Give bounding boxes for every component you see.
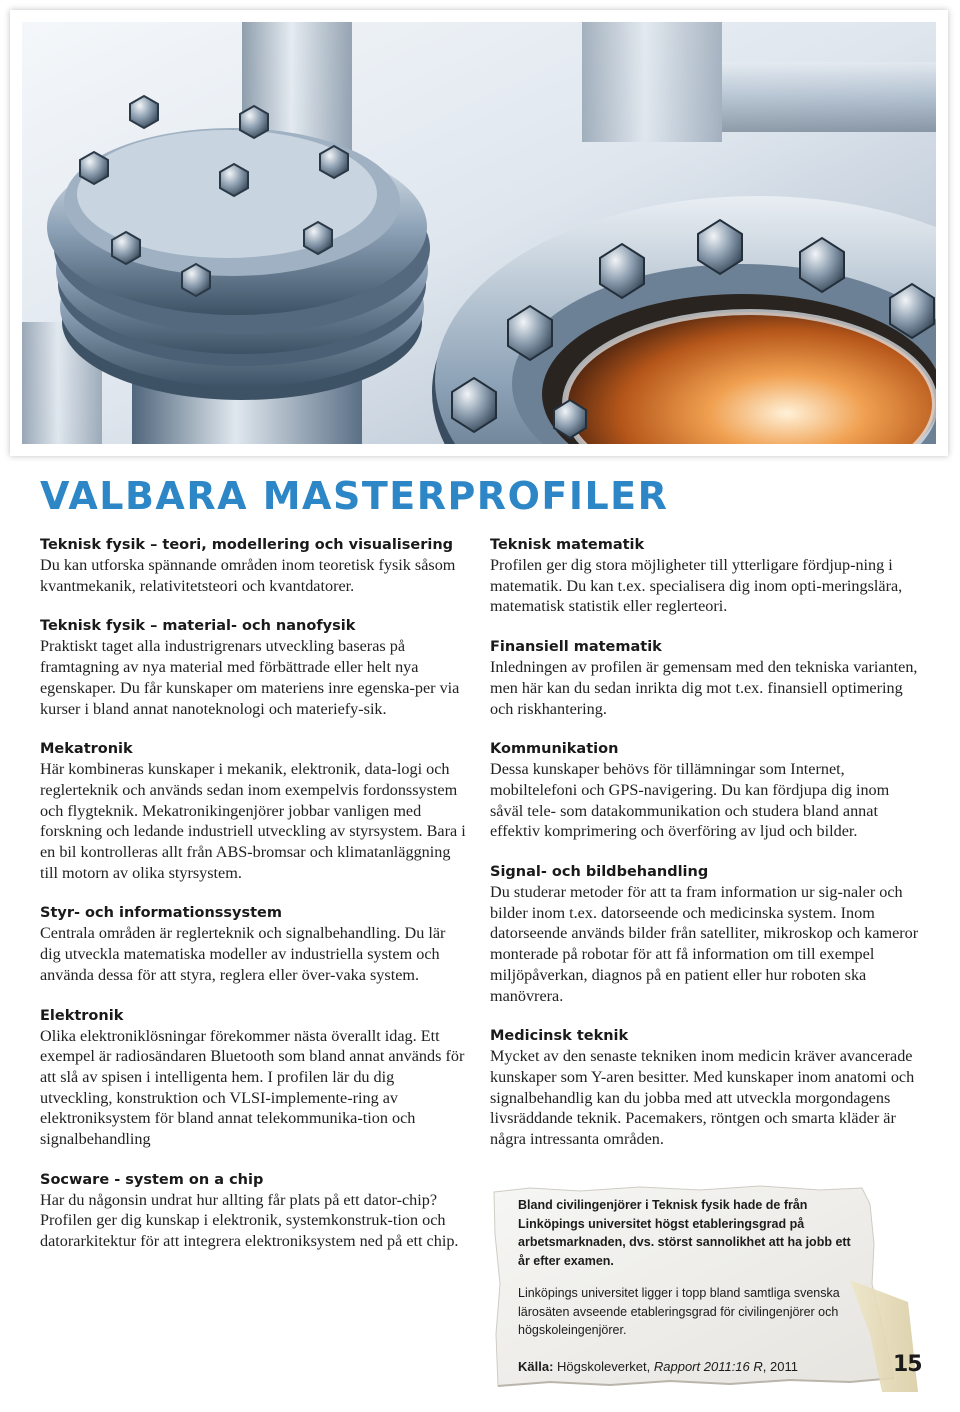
section-body: Har du någonsin undrat hur allting får plats på ett dator-chip? Profilen ger dig kunskap i elektronik, systemkonstruk-tion och datorarkitektur för att integrera elektroniksystem ned på ett chip. — [40, 1190, 459, 1251]
section-body: Dessa kunskaper behövs för tillämningar som Internet, mobiltelefoni och GPS-navigering. Du kan fördjupa dig inom såväl tele- som datakommunikation och studera bland annat effektiv komprimering och överföring av ljud och bilder. — [490, 760, 890, 841]
section-body: Praktiskt taget alla industrigrenars utveckling baseras på framtagning av nya material med förbättrade eller helt nya egenskaper. Du får kunskaper om materiens inre egenska-per via kurser i bland annat nanoteknologi och materiefy-sik. — [40, 637, 460, 718]
section-heading: Mekatronik — [40, 741, 133, 758]
section-body: Mycket av den senaste tekniken inom medicin kräver avancerade kunskaper som Y-aren besitter. Med kunskaper inom anatomi och signalbehandlig kan du jobba med att utveckla morgondagens livsräddande teknik. Pacemakers, röntgen och smarta kläder är några intressanta områden. — [490, 1047, 915, 1149]
note-content — [518, 1196, 858, 1376]
section-heading: Finansiell matematik — [490, 639, 662, 656]
section-heading: Socware - system on a chip — [40, 1171, 264, 1188]
profile-section — [40, 739, 466, 883]
profile-section — [490, 739, 920, 842]
profile-section — [490, 637, 920, 719]
profile-section — [490, 1026, 920, 1150]
section-body: Här kombineras kunskaper i mekanik, elektronik, data-logi och reglerteknik och används sedan inom exempelvis fordonssystem och flygteknik. Mekatronikingenjörer jobbar vanligen med forskning och ledande industriell utveckling av styrsystem. Bara i en bil kontrolleras allt från ABS-bromsar och klimatanläggning till motorn av olika styrsystem. — [40, 760, 466, 882]
note-text: Linköpings universitet ligger i topp bland samtliga svenska lärosäten avseende etableringsgrad för civilingenjörer och högskoleingenjörer. — [518, 1286, 840, 1337]
page-number: 15 — [893, 1352, 922, 1377]
section-heading: Teknisk fysik – material- och nanofysik — [40, 618, 356, 635]
section-body: Du studerar metoder för att ta fram information ur sig-naler och bilder inom t.ex. datorseende och medicinska system. Inom datorseende används bilder från satelliter, mikroskop och kameror monterade på robotar för att få information om till exempel miljöpåverkan, diagnos på en patient eller hur roboten ska manövrera. — [490, 883, 919, 1005]
section-body: Olika elektroniklösningar förekommer nästa överallt idag. Ett exempel är radiosändaren Bluetooth som bland annat används för att slå av spisen i intelligenta hem. I profilen lär du dig utveckling, konstruktion och VLSI-implemente-ring av elektroniksystem för bland annat telekommunika-tion och signalbehandling — [40, 1026, 465, 1149]
profile-section — [40, 535, 466, 596]
hero-photo-frame — [10, 10, 948, 456]
section-body: Du kan utforska spännande områden inom teoretisk fysik såsom kvantmekanik, relativitetsteori och kvantdatorer. — [40, 556, 456, 595]
vacuum-flange-photo — [22, 22, 936, 444]
source-label: Källa: — [518, 1358, 554, 1374]
profile-section — [490, 862, 920, 1006]
section-heading: Styr- och informationssystem — [40, 905, 282, 922]
section-heading: Elektronik — [40, 1007, 124, 1024]
left-column — [40, 535, 466, 1272]
section-heading: Teknisk fysik – teori, modellering och visualisering — [40, 537, 454, 553]
source-publisher: Högskoleverket, — [557, 1358, 651, 1374]
note-source — [518, 1358, 858, 1376]
fact-note — [490, 1184, 918, 1392]
section-heading: Kommunikation — [490, 741, 619, 758]
profile-section — [490, 535, 920, 617]
section-heading: Signal- och bildbehandling — [490, 864, 709, 881]
profile-section — [40, 903, 466, 985]
profile-section — [40, 1006, 466, 1150]
right-column — [490, 535, 920, 1170]
source-year: , 2011 — [762, 1358, 798, 1374]
section-heading: Medicinsk teknik — [490, 1028, 629, 1045]
source-report: Rapport 2011:16 R — [653, 1358, 763, 1374]
section-body: Centrala områden är reglerteknik och signalbehandling. Du lär dig utveckla matematiska modeller av industriella system och använda dessa för att styra, reglera eller över-vaka system. — [40, 924, 446, 984]
profile-section — [40, 1170, 466, 1252]
section-body: Inledningen av profilen är gemensam med den tekniska varianten, men här kan du sedan inrikta dig mot t.ex. finansiell optimering och riskhantering. — [490, 658, 918, 718]
profile-section — [40, 616, 466, 719]
note-highlight: Bland civilingenjörer i Teknisk fysik hade de från Linköpings universitet högst etableringsgrad på arbetsmarknaden, dvs. störst sannolikhet att ha jobb ett år efter examen. — [518, 1198, 851, 1268]
section-heading: Teknisk matematik — [490, 537, 645, 553]
section-body: Profilen ger dig stora möjligheter till ytterligare fördjup-ning i matematik. Du kan t.ex. specialisera dig inom opti-meringslära, matematisk statistik eller reglerteori. — [490, 556, 903, 616]
page-title: VALBARA MASTERPROFILER — [40, 474, 669, 518]
